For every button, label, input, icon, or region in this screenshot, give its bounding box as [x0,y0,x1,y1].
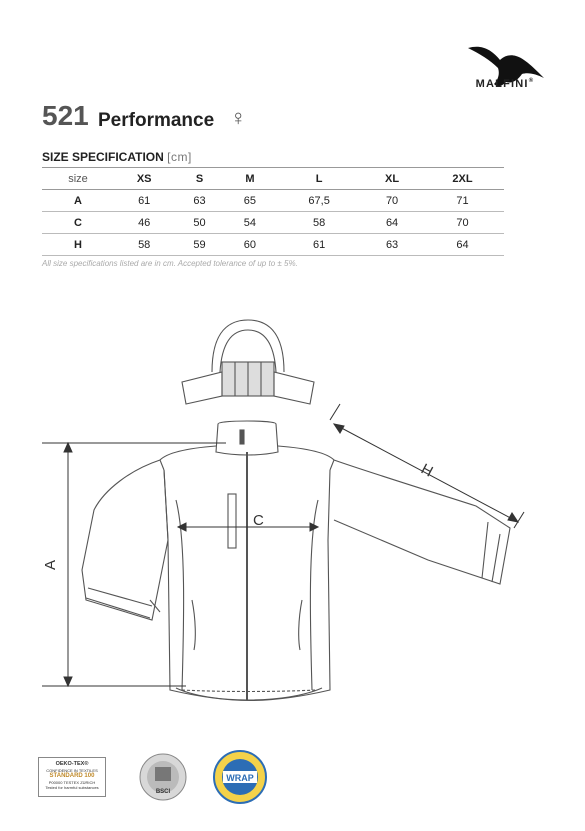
size-table [42,167,504,256]
table-cell: 50 [193,216,206,229]
table-cell: 71 [456,194,469,207]
size-spec-title [42,150,192,164]
oeko-line: OEKO-TEX® [55,761,89,767]
dimension-label-a: A [42,559,59,570]
bsci-badge [139,753,187,801]
female-symbol: ♀ [230,105,247,130]
bsci-label: BSCI [155,789,171,795]
model-name: Performance [98,110,215,131]
wrap-badge [213,750,267,804]
model-number: 521 [42,100,89,131]
table-cell: 64 [385,216,399,229]
table-row [42,212,504,234]
table-cell: 46 [138,216,151,229]
table-cell: 60 [243,238,257,251]
table-cell: 54 [243,216,257,229]
header-m: M [245,172,255,185]
table-cell: 63 [193,194,206,207]
oeko-standard: STANDARD 100 [49,772,95,779]
header-l: L [315,172,323,185]
hood-illustration [182,320,314,404]
oeko-line: P00000 TESTEX ZÜRICH [48,780,96,786]
table-cell: 70 [456,216,469,229]
table-cell: 64 [456,238,469,251]
table-cell: 63 [385,238,399,251]
table-row [42,190,504,212]
tolerance-note: All size specifications listed are in cm. Accepted tolerance of up to ± 5%. [42,259,298,268]
row-label-a: A [74,194,82,207]
table-cell: 59 [193,238,206,251]
jacket-illustration [82,421,510,701]
oeko-tex-badge [38,757,106,797]
header-size: size [68,172,88,185]
size-spec-unit: [cm] [167,150,192,164]
header-2xl: 2XL [452,172,473,185]
jacket-measurement-diagram [0,300,585,710]
table-cell: 65 [243,194,257,207]
table-cell: 70 [385,194,399,207]
header-xl: XL [385,172,400,185]
table-cell: 58 [138,238,151,251]
wrap-label: WRAP [226,773,254,783]
row-label-h: H [74,238,82,251]
table-cell: 61 [313,238,326,251]
size-spec-title-text: SIZE SPECIFICATION [42,150,164,164]
table-cell: 58 [313,216,326,229]
dimension-label-h: H [418,460,436,481]
dimension-label-c: C [253,512,264,529]
header-xs: XS [136,172,152,185]
table-cell: 67,5 [308,194,330,207]
table-cell: 61 [138,194,151,207]
size-header-row [42,168,504,190]
table-row [42,234,504,256]
oeko-line: CONFIDENCE IN TEXTILES [46,767,98,773]
oeko-line: Tested for harmful substances [45,785,99,791]
header-s: S [195,172,204,185]
brand-name: MALFINI® [475,78,535,90]
row-label-c: C [74,216,82,229]
